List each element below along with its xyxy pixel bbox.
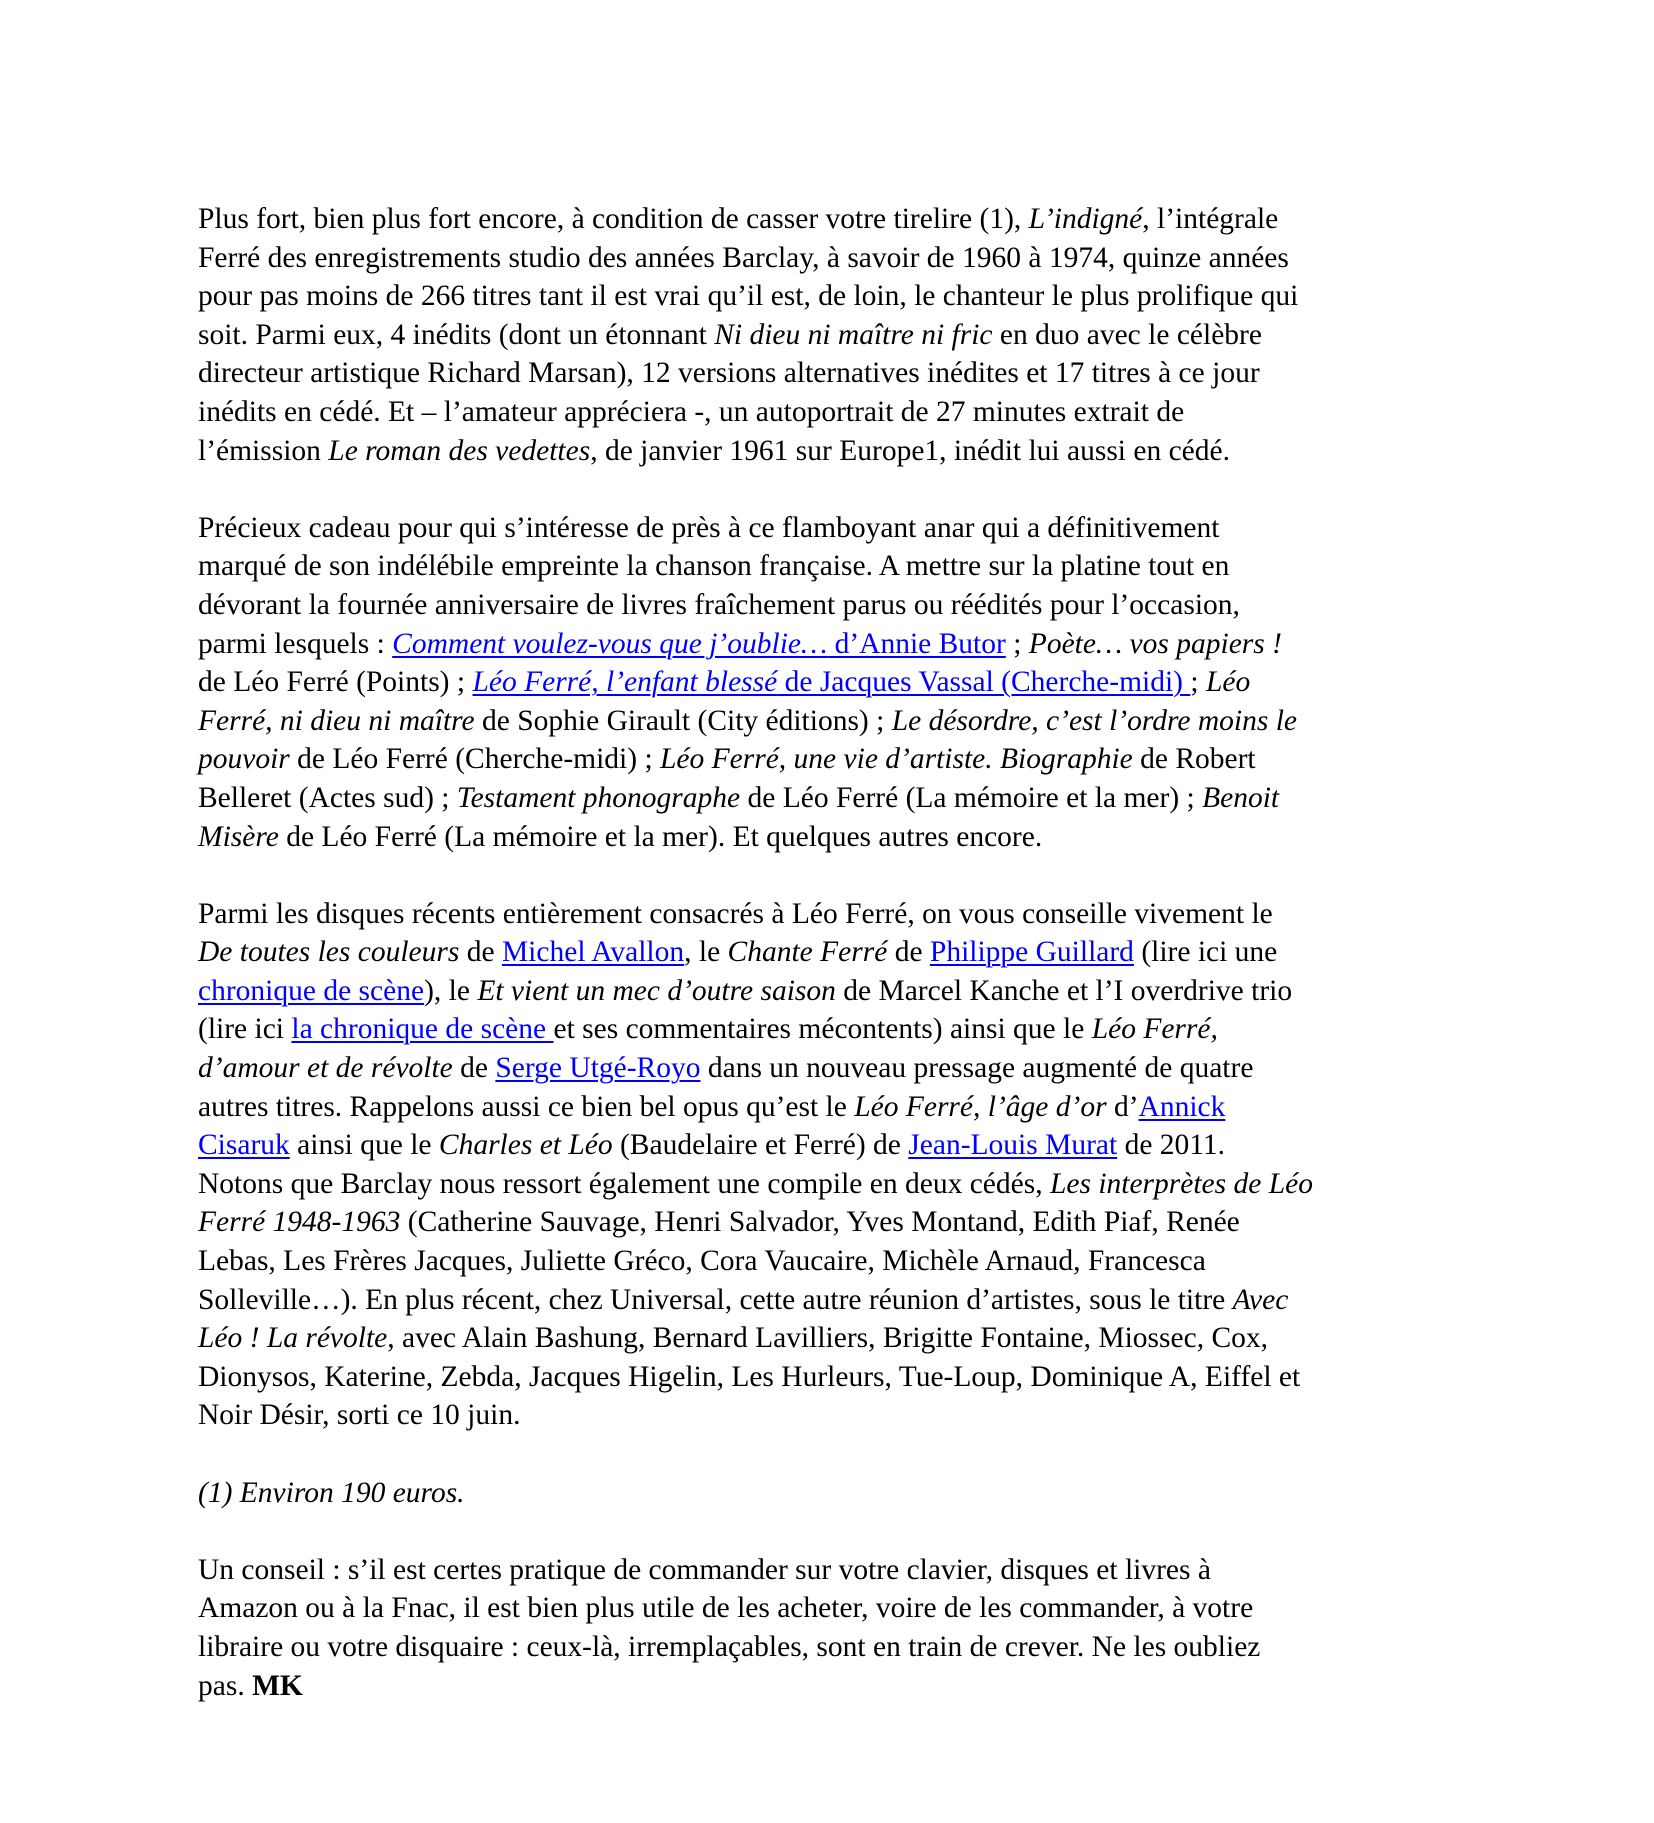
italic-title: Léo Ferré, l’âge d’or xyxy=(854,1090,1107,1123)
text-run: dévorant la fournée anniversaire de livres fraîchement parus ou réédités pour l’occasion, xyxy=(198,588,1240,621)
hyperlink[interactable]: Cisaruk xyxy=(198,1129,290,1162)
paragraph-4 xyxy=(198,1551,1498,1705)
text-run: de Léo Ferré (Cherche-midi) ; xyxy=(289,743,661,776)
text-line xyxy=(198,1088,1498,1127)
text-line xyxy=(198,895,1498,934)
text-run: Dionysos, Katerine, Zebda, Jacques Higelin, Les Hurleurs, Tue-Loup, Dominique A, Eiffel et xyxy=(198,1360,1301,1393)
text-run: pour pas moins de 266 titres tant il est vrai qu’il est, de loin, le chanteur le plus prolifique qui xyxy=(198,280,1299,313)
italic-title: Testament phonographe xyxy=(456,781,741,814)
text-line xyxy=(198,702,1498,741)
italic-title: Ni dieu ni maître ni fric xyxy=(714,318,993,351)
text-run: de xyxy=(887,936,930,969)
hyperlink[interactable]: Comment voulez-vous que j’oublie… xyxy=(392,627,828,660)
paragraph-2 xyxy=(198,509,1498,856)
text-line xyxy=(198,200,1498,239)
text-run: ainsi que le xyxy=(289,1129,439,1162)
hyperlink[interactable]: de Jacques Vassal (Cherche-midi) xyxy=(777,666,1191,699)
text-line xyxy=(198,432,1498,471)
text-line xyxy=(198,1589,1498,1628)
text-run: Amazon ou à la Fnac, il est bien plus utile de les acheter, voire de les commander, à votre xyxy=(198,1592,1254,1625)
text-line xyxy=(198,509,1498,548)
text-run: Un conseil : s’il est certes pratique de commander sur votre clavier, disques et livres à xyxy=(198,1553,1211,1586)
text-line xyxy=(198,1242,1498,1281)
text-run: marqué de son indélébile empreinte la chanson française. A mettre sur la platine tout en xyxy=(198,550,1230,583)
text-run: de xyxy=(459,936,502,969)
text-line xyxy=(198,239,1498,278)
italic-title: Léo xyxy=(1205,666,1251,699)
italic-title: Chante Ferré xyxy=(727,936,888,969)
text-line xyxy=(198,625,1498,664)
italic-title: (1) Environ 190 euros. xyxy=(198,1476,465,1509)
italic-title: Le roman des vedettes xyxy=(328,434,591,467)
text-run: , avec Alain Bashung, Bernard Lavilliers, Brigitte Fontaine, Miossec, Cox, xyxy=(387,1322,1269,1355)
text-run: et ses commentaires mécontents) ainsi que le xyxy=(553,1013,1092,1046)
text-run: l’émission xyxy=(198,434,329,467)
text-run: soit. Parmi eux, 4 inédits (dont un étonnant xyxy=(198,318,715,351)
italic-title: Misère xyxy=(198,820,279,853)
text-run: de Léo Ferré (La mémoire et la mer). Et quelques autres encore. xyxy=(278,820,1043,853)
text-run: ), le xyxy=(424,974,478,1007)
text-line xyxy=(198,1203,1498,1242)
text-line xyxy=(198,1165,1498,1204)
text-run: , le xyxy=(684,936,728,969)
text-run: autres titres. Rappelons aussi ce bien bel opus qu’est le xyxy=(198,1090,855,1123)
italic-title: d’amour et de révolte xyxy=(198,1052,453,1085)
text-line xyxy=(198,818,1498,857)
paragraph-1 xyxy=(198,200,1498,470)
hyperlink[interactable]: Jean-Louis Murat xyxy=(908,1129,1118,1162)
text-run: de xyxy=(452,1052,496,1085)
italic-title: L’indigné xyxy=(1028,203,1143,235)
text-line xyxy=(198,1396,1498,1435)
text-run: en duo avec le célèbre xyxy=(992,318,1262,351)
text-run: Parmi les disques récents entièrement consacrés à Léo Ferré, on vous conseille vivement le xyxy=(198,897,1273,930)
italic-title: Benoit xyxy=(1202,781,1280,814)
italic-title: Ferré 1948-1963 xyxy=(198,1206,401,1239)
hyperlink[interactable]: Annick xyxy=(1138,1090,1226,1123)
italic-title: Léo Ferré, xyxy=(1091,1013,1218,1046)
text-line xyxy=(198,586,1498,625)
text-line xyxy=(198,1049,1498,1088)
text-run: (Baudelaire et Ferré) de xyxy=(612,1129,909,1162)
text-line xyxy=(198,547,1498,586)
text-run: , l’intégrale xyxy=(1142,203,1279,235)
text-line xyxy=(198,1474,1498,1513)
text-run: libraire ou votre disquaire : ceux-là, irremplaçables, sont en train de crever. Ne les oubliez xyxy=(198,1630,1261,1663)
hyperlink[interactable]: Philippe Guillard xyxy=(929,936,1134,969)
hyperlink[interactable]: Serge Utgé-Royo xyxy=(495,1052,701,1085)
text-run: Lebas, Les Frères Jacques, Juliette Gréco, Cora Vaucaire, Michèle Arnaud, Francesca xyxy=(198,1245,1206,1278)
text-run: Noir Désir, sorti ce 10 juin. xyxy=(198,1399,521,1432)
text-run: de Robert xyxy=(1132,743,1256,776)
text-run: inédits en cédé. Et – l’amateur appréciera -, un autoportrait de 27 minutes extrait de xyxy=(198,395,1185,428)
italic-title: Le désordre, c’est l’ordre moins le xyxy=(891,704,1297,737)
text-run: de Marcel Kanche et l’I overdrive trio xyxy=(835,974,1293,1007)
text-run: directeur artistique Richard Marsan), 12 versions alternatives inédites et 17 titres à ce jour xyxy=(198,357,1260,390)
text-line xyxy=(198,740,1498,779)
italic-title: Poète… vos papiers ! xyxy=(1028,627,1282,660)
text-line xyxy=(198,354,1498,393)
hyperlink[interactable]: la chronique de scène xyxy=(291,1013,554,1046)
text-run: ; xyxy=(1190,666,1206,699)
text-run: pas. xyxy=(198,1669,253,1702)
hyperlink[interactable]: Léo Ferré, l’enfant blessé xyxy=(472,666,778,699)
hyperlink[interactable]: chronique de scène xyxy=(198,974,425,1007)
text-line xyxy=(198,1551,1498,1590)
text-line xyxy=(198,663,1498,702)
footnote xyxy=(198,1474,1498,1513)
italic-title: Et vient un mec d’outre saison xyxy=(477,974,836,1007)
italic-title: De toutes les couleurs xyxy=(198,936,460,969)
document-page xyxy=(198,200,1498,1744)
text-run: (lire ici xyxy=(198,1013,292,1046)
text-line xyxy=(198,1358,1498,1397)
italic-title: pouvoir xyxy=(198,743,290,776)
text-run: , de janvier 1961 sur Europe1, inédit lui aussi en cédé. xyxy=(590,434,1230,467)
italic-title: Ferré, ni dieu ni maître xyxy=(198,704,475,737)
text-run: de Léo Ferré (Points) ; xyxy=(198,666,473,699)
text-line xyxy=(198,1319,1498,1358)
italic-title: Léo Ferré, une vie d’artiste. Biographie xyxy=(660,743,1133,776)
text-line xyxy=(198,933,1498,972)
text-line xyxy=(198,972,1498,1011)
text-line xyxy=(198,393,1498,432)
hyperlink[interactable]: Michel Avallon xyxy=(501,936,685,969)
text-line xyxy=(198,1667,1498,1706)
text-run: (Catherine Sauvage, Henri Salvador, Yves Montand, Edith Piaf, Renée xyxy=(400,1206,1240,1239)
italic-title: Avec xyxy=(1232,1283,1289,1316)
text-line xyxy=(198,779,1498,818)
author-signature: MK xyxy=(252,1669,303,1702)
text-run: (lire ici une xyxy=(1133,936,1278,969)
text-run: de Léo Ferré (La mémoire et la mer) ; xyxy=(740,781,1203,814)
text-run: de 2011. xyxy=(1117,1129,1226,1162)
text-line xyxy=(198,1010,1498,1049)
text-run: Belleret (Actes sud) ; xyxy=(198,781,457,814)
text-line xyxy=(198,277,1498,316)
text-run: de Sophie Girault (City éditions) ; xyxy=(474,704,892,737)
text-line xyxy=(198,316,1498,355)
text-run: Plus fort, bien plus fort encore, à condition de casser votre tirelire (1), xyxy=(198,203,1029,235)
text-line xyxy=(198,1281,1498,1320)
italic-title: Charles et Léo xyxy=(438,1129,613,1162)
text-run: ; xyxy=(1005,627,1029,660)
text-run: dans un nouveau pressage augmenté de quatre xyxy=(700,1052,1254,1085)
text-run: Solleville…). En plus récent, chez Universal, cette autre réunion d’artistes, sous le titre xyxy=(198,1283,1233,1316)
text-run: d’ xyxy=(1106,1090,1139,1123)
hyperlink[interactable]: d’Annie Butor xyxy=(827,627,1006,660)
italic-title: Les interprètes de Léo xyxy=(1049,1167,1313,1200)
text-line xyxy=(198,1126,1498,1165)
text-run: Notons que Barclay nous ressort également une compile en deux cédés, xyxy=(198,1167,1050,1200)
paragraph-3 xyxy=(198,895,1498,1435)
text-run: Précieux cadeau pour qui s’intéresse de près à ce flamboyant anar qui a définitivement xyxy=(198,511,1220,544)
italic-title: Léo ! La révolte xyxy=(198,1322,388,1355)
text-run: parmi lesquels : xyxy=(198,627,393,660)
text-run: Ferré des enregistrements studio des années Barclay, à savoir de 1960 à 1974, quinze années xyxy=(198,241,1289,274)
text-line xyxy=(198,1628,1498,1667)
